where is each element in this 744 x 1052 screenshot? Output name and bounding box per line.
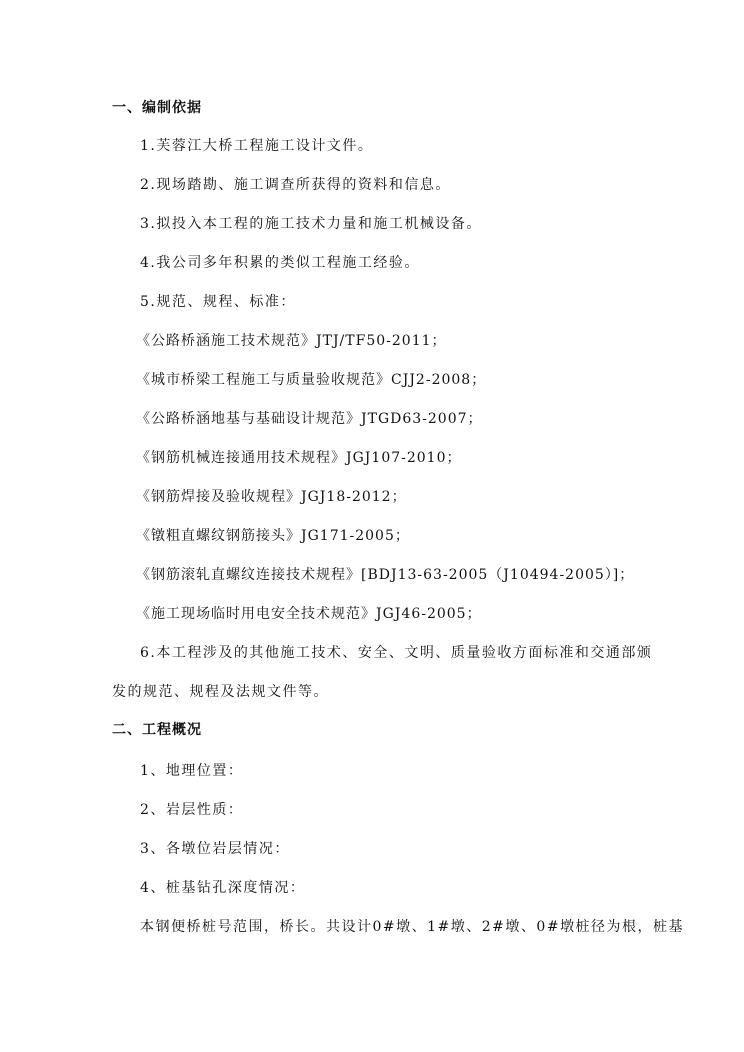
basis-item-6-line2: 发的规范、规程及法规文件等。 bbox=[112, 684, 329, 700]
basis-item-2: 2.现场踏勘、施工调查所获得的资料和信息。 bbox=[140, 177, 451, 193]
basis-item-4: 4.我公司多年积累的类似工程施工经验。 bbox=[140, 255, 420, 271]
section-title-overview: 二、工程概况 bbox=[112, 722, 202, 738]
basis-item-3: 3.拟投入本工程的施工技术力量和施工机械设备。 bbox=[140, 216, 482, 232]
standard-ref-4: 《钢筋机械连接通用技术规程》JGJ107-2010； bbox=[136, 450, 462, 466]
standard-ref-2: 《城市桥梁工程施工与质量验收规范》CJJ2-2008； bbox=[136, 372, 487, 388]
basis-item-5: 5.规范、规程、标准： bbox=[140, 294, 296, 310]
standard-ref-6: 《镦粗直螺纹钢筋接头》JG171-2005； bbox=[136, 528, 410, 544]
basis-item-6-line1: 6.本工程涉及的其他施工技术、安全、文明、质量验收方面标准和交通部颁 bbox=[140, 645, 653, 661]
overview-item-3: 3、各墩位岩层情况： bbox=[140, 841, 290, 857]
standard-ref-1: 《公路桥涵施工技术规范》JTJ/TF50-2011； bbox=[136, 333, 447, 349]
overview-body-text: 本钢便桥桩号范围，桥长。共设计0#墩、1#墩、2#墩、0#墩桩径为根，桩基 bbox=[140, 919, 685, 935]
standard-ref-5: 《钢筋焊接及验收规程》JGJ18-2012； bbox=[136, 489, 407, 505]
overview-item-4: 4、桩基钻孔深度情况： bbox=[140, 880, 306, 896]
standard-ref-8: 《施工现场临时用电安全技术规范》JGJ46-2005； bbox=[136, 606, 482, 622]
standard-ref-3: 《公路桥涵地基与基础设计规范》JTGD63-2007； bbox=[136, 411, 483, 427]
basis-item-1: 1.芙蓉江大桥工程施工设计文件。 bbox=[140, 138, 374, 154]
standard-ref-7: 《钢筋滚轧直螺纹连接技术规程》[BDJ13-63-2005（J10494-2005）]； bbox=[136, 567, 635, 583]
overview-item-2: 2、岩层性质： bbox=[140, 802, 244, 818]
overview-item-1: 1、地理位置： bbox=[140, 763, 244, 779]
section-title-basis: 一、编制依据 bbox=[112, 100, 202, 116]
